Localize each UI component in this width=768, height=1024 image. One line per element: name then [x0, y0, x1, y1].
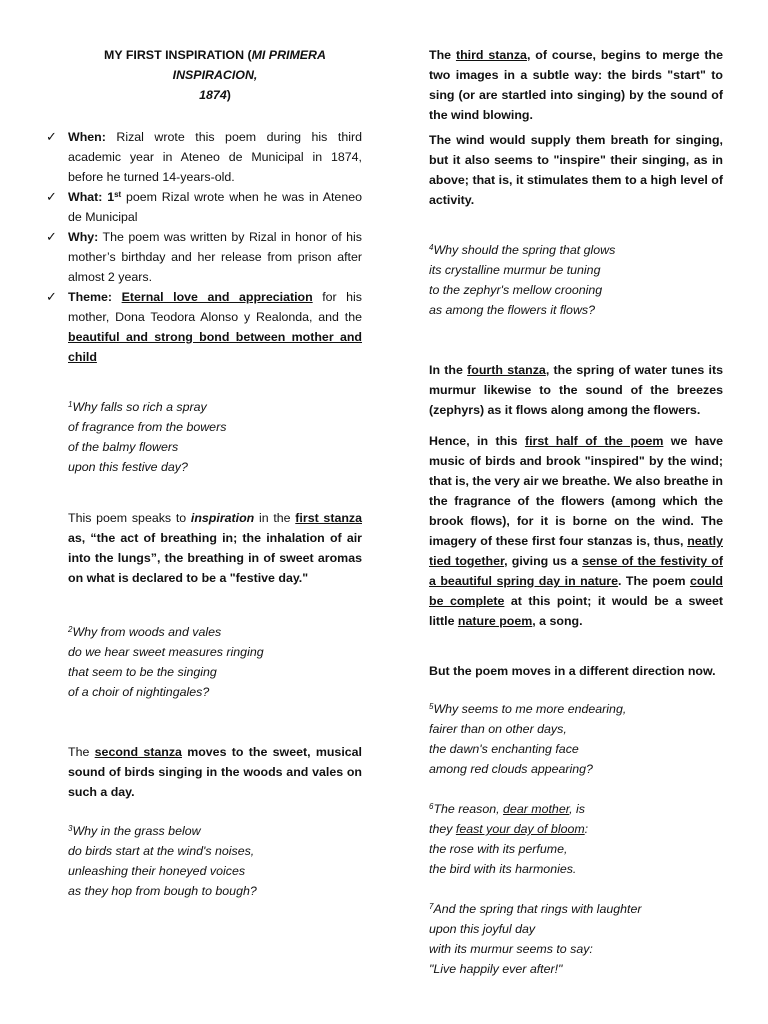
checklist-item-when: ✓ When: Rizal wrote this poem during his third academic year in Ateneo de Municipal in 1874, before he turned 14-years-old.	[46, 129, 362, 184]
document-title: MY FIRST INSPIRATION (MI PRIMERA INSPIRACION, 1874)	[104, 48, 326, 102]
paragraph-first-half: Hence, in this first half of the poem we have music of birds and brook "inspired" by the wind; that is, the very air we breathe. We also breathe in the fragrance of the flowers (among which the brook flows), for it is borne on the wind. The imagery of these first four stanzas is, thus, neatly tied together, giving us a sense of the festivity of a beautiful spring day in nature. The poem could be complete at this point; it would be a sweet little nature poem, a song.	[429, 434, 724, 628]
stanza-7: $^7$And the spring that rings with laughter upon this joyful day with its murmur seems to say: "Live happily ever after!"	[429, 902, 642, 976]
paragraph-wind: The wind would supply them breath for singing, but it also seems to "inspire" their singing, as in above; that is, it stimulates them to a high level of activity.	[429, 133, 723, 207]
stanza-1: $^1$Why falls so rich a spray of fragrance from the bowers of the balmy flowers upon this festive day?	[68, 400, 227, 474]
checkmark-icon: ✓	[46, 229, 57, 244]
checklist-item-what: ✓ What: 1st poem Rizal wrote when he was in Ateneo de Municipal	[46, 189, 362, 224]
stanza-4: $^4$Why should the spring that glows its crystalline murmur be tuning to the zephyr's mellow crooning as among the flowers it flows?	[429, 243, 616, 317]
stanza-3: $^3$Why in the grass below do birds start at the wind's noises, unleashing their honeyed voices as they hop from bough to bough?	[68, 824, 257, 898]
stanza-6: $^6$The reason, dear mother, is they feast your day of bloom: the rose with its perfume, the bird with its harmonies.	[429, 802, 589, 876]
paragraph-first-stanza: This poem speaks to inspiration in the first stanza as, “the act of breathing in; the inhalation of air into the lungs”, the breathing in of sweet aromas on what is declared to be a "festive day."	[68, 511, 362, 585]
paragraph-different-direction: But the poem moves in a different direction now.	[429, 664, 716, 678]
checklist-item-theme: ✓ Theme: Eternal love and appreciation for his mother, Dona Teodora Alonso y Realonda, and the beautiful and strong bond between mother and child	[46, 289, 363, 364]
summary-checklist	[46, 127, 363, 367]
stanza-5: $^5$Why seems to me more endearing, fairer than on other days, the dawn's enchanting face among red clouds appearing?	[429, 702, 627, 776]
left-column	[46, 0, 363, 901]
checkmark-icon: ✓	[46, 189, 57, 204]
paragraph-second-stanza: The second stanza moves to the sweet, musical sound of birds singing in the woods and vales on such a day.	[68, 745, 362, 799]
paragraph-fourth-stanza: In the fourth stanza, the spring of water tunes its murmur likewise to the sound of the breezes (zephyrs) as it flows along among the flowers.	[429, 363, 723, 417]
checklist-item-why: ✓ Why: The poem was written by Rizal in honor of his mother’s birthday and her release from prison after almost 2 years.	[46, 229, 362, 284]
right-column	[429, 0, 723, 979]
checkmark-icon: ✓	[46, 289, 57, 304]
checkmark-icon: ✓	[46, 129, 57, 144]
stanza-2: $^2$Why from woods and vales do we hear sweet measures ringing that seem to be the singing of a choir of nightingales?	[68, 625, 264, 699]
paragraph-third-stanza: The third stanza, of course, begins to merge the two images in a subtle way: the birds "start" to sing (or are startled into singing) by the sound of the wind blowing.	[429, 48, 723, 122]
